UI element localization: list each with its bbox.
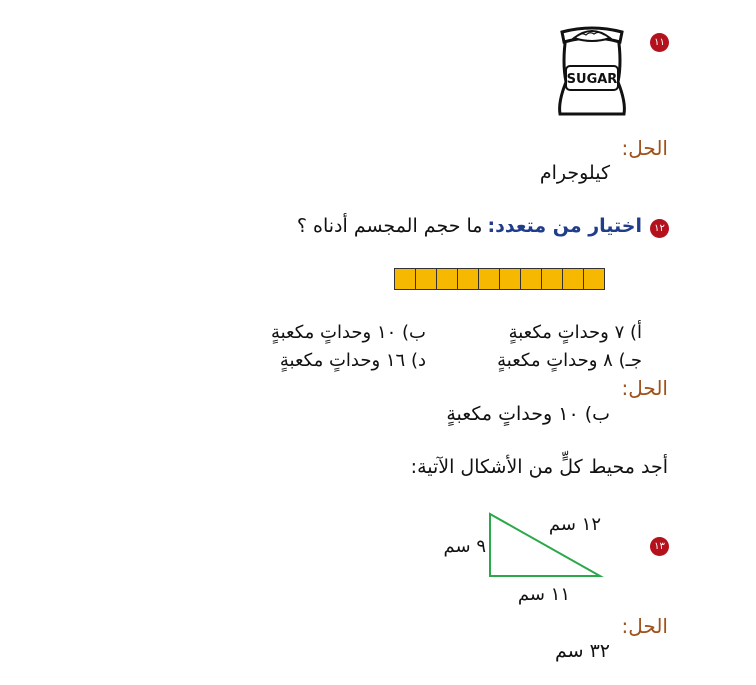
sugar-label-text: SUGAR bbox=[566, 72, 618, 87]
triangle-side-base: ١١ سم bbox=[517, 584, 570, 605]
unit-cube bbox=[583, 268, 605, 290]
question-number-badge-13: ١٣ bbox=[650, 537, 669, 556]
choice-c: جـ) ٨ وحداتٍ مكعبةٍ bbox=[497, 350, 642, 371]
sugar-bag-image bbox=[552, 22, 632, 118]
triangle-side-hypotenuse: ١٢ سم bbox=[548, 514, 601, 535]
unit-cubes-row bbox=[394, 268, 605, 290]
question-12-row bbox=[297, 215, 642, 237]
solution-label-13: الحل: bbox=[621, 614, 668, 638]
unit-cube bbox=[562, 268, 584, 290]
question-12-heading: اختيار من متعدد: bbox=[487, 215, 642, 237]
answer-13: ٣٢ سم bbox=[554, 640, 610, 662]
unit-cube bbox=[541, 268, 563, 290]
answer-12: ب) ١٠ وحداتٍ مكعبةٍ bbox=[446, 403, 610, 425]
question-12-text: ما حجم المجسم أدناه ؟ bbox=[296, 215, 483, 237]
unit-cube bbox=[520, 268, 542, 290]
unit-cube bbox=[415, 268, 437, 290]
choice-b: ب) ١٠ وحداتٍ مكعبةٍ bbox=[270, 322, 426, 343]
perimeter-instruction: أجد محيط كلٍّ من الأشكال الآتية: bbox=[410, 456, 668, 478]
solution-label-12: الحل: bbox=[621, 376, 668, 400]
choice-a: أ) ٧ وحداتٍ مكعبةٍ bbox=[508, 322, 642, 343]
triangle-side-vertical: ٩ سم bbox=[443, 536, 486, 557]
unit-cube bbox=[457, 268, 479, 290]
question-number-badge-11: ١١ bbox=[650, 33, 669, 52]
question-number-badge-12: ١٢ bbox=[650, 219, 669, 238]
choice-d: د) ١٦ وحداتٍ مكعبةٍ bbox=[279, 350, 426, 371]
solution-label-11: الحل: bbox=[621, 136, 668, 160]
unit-cube bbox=[436, 268, 458, 290]
unit-cube bbox=[394, 268, 416, 290]
unit-cube bbox=[499, 268, 521, 290]
unit-cube bbox=[478, 268, 500, 290]
answer-11: كيلوجرام bbox=[539, 162, 610, 184]
sugar-bag-icon bbox=[552, 22, 632, 118]
